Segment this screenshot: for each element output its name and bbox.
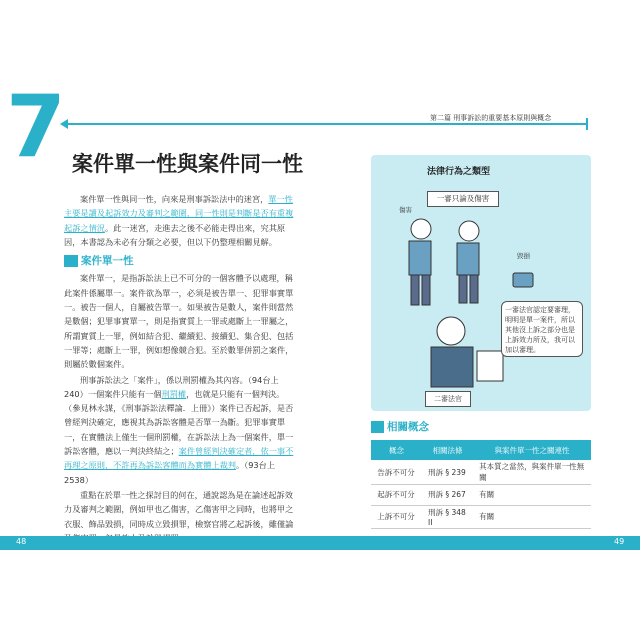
header-rule-cap [586,118,588,130]
page-footer-band [0,536,640,550]
table-row [371,505,591,528]
section-title: 案件單一性 [81,255,134,268]
table-row [371,460,591,485]
table-header-cell: 與案件單一性之關連性 [473,440,591,460]
running-header [430,113,551,123]
intro-text-a: 案件單一性與同一性，向來是刑事訴訟法中的迷宮， [80,194,269,204]
p2-underline-1: 刑罰權 [161,388,187,399]
left-figure [409,219,431,305]
table-header-row [371,440,591,460]
related-table [371,440,591,529]
related-bar-icon [371,421,384,433]
page-number-left: 48 [16,537,27,546]
part-label: 第二篇 [430,114,451,122]
left-column [64,192,296,546]
p2-underline-2: 案件曾經判決確定者，依一事不再理之原則，不許再為訴訟客體而為實體上裁判 [64,446,294,471]
injury-label: 傷害 [399,206,412,214]
chapter-title: 案件單一性與案件同一性 [72,152,303,176]
table-header-cell: 概念 [371,440,422,460]
table-cell: 刑訴 § 348 II [422,505,473,528]
table-cell: 有關 [473,505,591,528]
judge-bench-sign: 二審法官 [425,391,471,407]
related-heading [371,419,429,434]
section-heading [64,254,296,268]
table-cell: 告訴不可分 [371,460,422,485]
illustration-sign: 一審只論及傷害 [427,191,499,207]
part-title: 刑事訴訟的重要基本原則與概念 [453,114,552,122]
p2-text-c: 。（93台上2538） [64,460,276,485]
page-number-right: 49 [614,537,625,546]
table-cell: 起訴不可分 [371,485,422,506]
table-cell: 有關 [473,485,591,506]
p2-text-b: ，也就是只能有一個判決。（參見林永謀，《刑事訴訟法釋論．上冊》）案件已否起訴，是否曾經判決確定，應視其為訴訟客體是否單一為斷。犯罪事實單一，在實體法上僅生一個刑罰權，在訴訟法上為一個案件，單一訴訟客體，應以一判決終結之； [64,388,294,457]
table-cell: 上訴不可分 [371,505,422,528]
right-figure [457,221,479,303]
illustration-panel [371,155,591,411]
table-cell: 其本質之當然，與案件單一性無關 [473,460,591,485]
illustration-title: 法律行為之類型 [427,167,491,177]
intro-text-b: 。此一迷宮，走進去之後不必能走得出來，究其原因，本書認為未必有分類之必要，但以下仍整理相關見解。 [64,222,286,247]
table-cell: 刑訴 § 239 [422,460,473,485]
section-bar-icon [64,255,78,267]
damaged-object [513,273,533,287]
header-rule [64,123,586,125]
table-cell: 刑訴 § 267 [422,485,473,506]
chapter-number: 7 [6,77,66,177]
section-paragraph-2 [64,373,296,487]
cartoon-figures [371,155,591,411]
speech-bubble: 一審法官認定要審理，明明是單一案件，所以其他沒上訴之部分也是上訴效力所及，我可以加以審理。 [501,301,583,357]
judge-figure [431,317,503,387]
damage-label: 毀損 [517,252,530,260]
table-row [371,485,591,506]
intro-paragraph [64,192,296,249]
section-paragraph-3: 重點在於單一性之探討目的何在，通說認為是在論述起訴效力及審判之範圍，例如甲也乙傷害，乙傷害甲之同時，也將甲之衣服、飾品毀損，同時成立毀損罪，檢察官將乙起訴後，雖僅論 [64,489,294,529]
section-paragraph-1: 案件單一，是指訴訟法上已不可分的一個客體予以處理，稱此案件係屬單一。案件欲為單一，必須是被告單一、犯罪事實單一。被告一個人，自屬被告單一。如果被告是數人，案件則當然是數個；犯罪事實單一，則是指實質上一罪或處斷上一罪屬之，所謂實質上一罪，例如結合犯、繼續犯、接續犯、集合犯、包括一罪等；處斷上一罪，例如想像競合犯。至於數罪併罰之案件，則屬於數個案件。 [64,273,294,370]
p2-text-a: 刑事訴訟法之「案件」，係以刑罰權為其內容。（94台上240）一個案件只能有一個 [64,374,279,399]
intro-underline: 單一性主要是讀及起訴效力及審判之範圍，同一性則是判斷是否有重複起訴之情況 [64,194,294,233]
related-title: 相關概念 [387,421,429,433]
table-header-cell: 相關法條 [422,440,473,460]
